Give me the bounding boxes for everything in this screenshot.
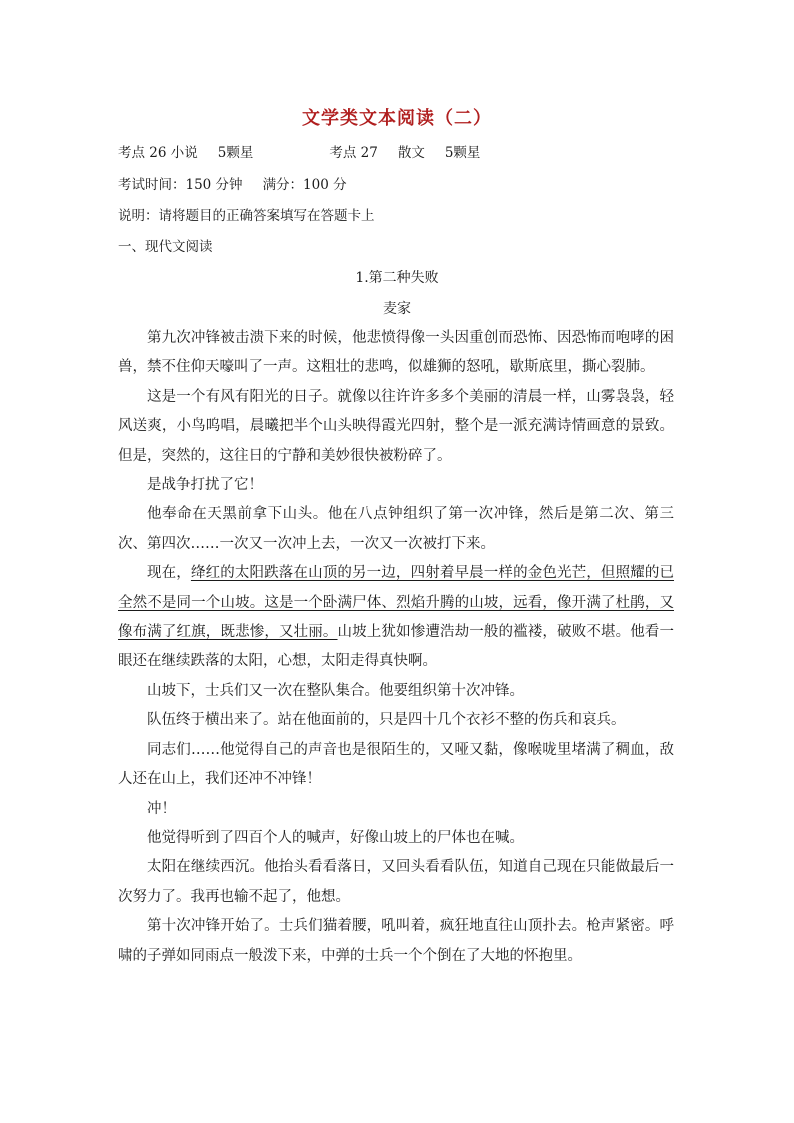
- article-body: [118, 324, 674, 971]
- paragraph: 第十次冲锋开始了。士兵们猫着腰，吼叫着，疯狂地直往山顶扑去。枪声紧密。呼啸的子弹如同雨点一般泼下来，中弹的士兵一个个倒在了大地的怀抱里。: [118, 918, 674, 964]
- paragraph: 山坡下，士兵们又一次在整队集合。他要组织第十次冲锋。: [147, 682, 524, 699]
- topic2-stars: 5颗星: [444, 145, 481, 161]
- topic2-label: 考点 27: [329, 145, 378, 161]
- article-author: 麦家: [383, 301, 411, 317]
- paragraph: 是战争打扰了它！: [147, 477, 263, 494]
- paragraph: 这是一个有风有阳光的日子。就像以往许许多多个美丽的清晨一样，山雾袅袅，轻风送爽，小鸟呜唱，晨曦把半个山头映得霞光四射，整个是一派充满诗情画意的景致。但是，突然的，这往日的宁静和美妙很快被粉碎了。: [118, 388, 674, 464]
- paragraph: 第九次冲锋被击溃下来的时候，他悲愤得像一头因重创而恐怖、因恐怖而咆哮的困兽，禁不住仰天嚎叫了一声。这粗壮的悲鸣，似雄狮的怒吼，歇斯底里，撕心裂肺。: [118, 330, 674, 376]
- paragraph: [118, 559, 674, 677]
- paragraph: 他觉得听到了四百个人的喊声，好像山坡上的尸体也在喊。: [147, 829, 524, 846]
- exam-topics: [118, 143, 480, 163]
- exam-note: 说明：请将题目的正确答案填写在答题卡上: [118, 208, 375, 224]
- paragraph: 太阳在继续西沉。他抬头看看落日，又回头看看队伍，知道自己现在只能做最后一次努力了。我再也输不起了，他想。: [118, 859, 674, 905]
- paragraph: 同志们……他觉得自己的声音也是很陌生的，又哑又黏，像喉咙里堵满了稠血，敌人还在山上，我们还冲不冲锋！: [118, 741, 674, 788]
- exam-time: 考试时间：150 分钟: [118, 177, 243, 193]
- topic1-stars: 5颗星: [217, 145, 254, 161]
- exam-score: 满分：100 分: [262, 177, 347, 193]
- paragraph-tail: 山坡上犹如惨遭浩劫一般的褴褛，破败不堪。他看一眼还在继续跌落的太阳，心想，太阳走得真快啊。: [118, 624, 675, 670]
- topic2-type: 散文: [397, 145, 425, 161]
- exam-time-score: [118, 175, 347, 195]
- topic1-label: 考点 26 小说: [118, 145, 198, 161]
- paragraph: 他奉命在天黑前拿下山头。他在八点钟组织了第一次冲锋，然后是第二次、第三次、第四次……一次又一次冲上去，一次又一次被打下来。: [118, 506, 674, 552]
- section-heading: 一、现代文阅读: [118, 239, 213, 255]
- document-title: 文学类文本阅读（二）: [302, 108, 492, 129]
- article-title: 1.第二种失败: [355, 270, 439, 286]
- paragraph: 队伍终于横出来了。站在他面前的，只是四十几个衣衫不整的伤兵和哀兵。: [147, 712, 626, 729]
- underlined-passage: 绛红的太阳跌落在山顶的另一边，四射着早晨一样的金色光芒，但照耀的已全然不是同一个山坡。这是一个卧满尸体、烈焰升腾的山坡，远看，像开满了杜鹃，又像布满了红旗，既悲惨，又壮丽。: [118, 565, 675, 641]
- paragraph-lead: 现在，: [147, 565, 191, 582]
- paragraph: 冲！: [147, 800, 176, 817]
